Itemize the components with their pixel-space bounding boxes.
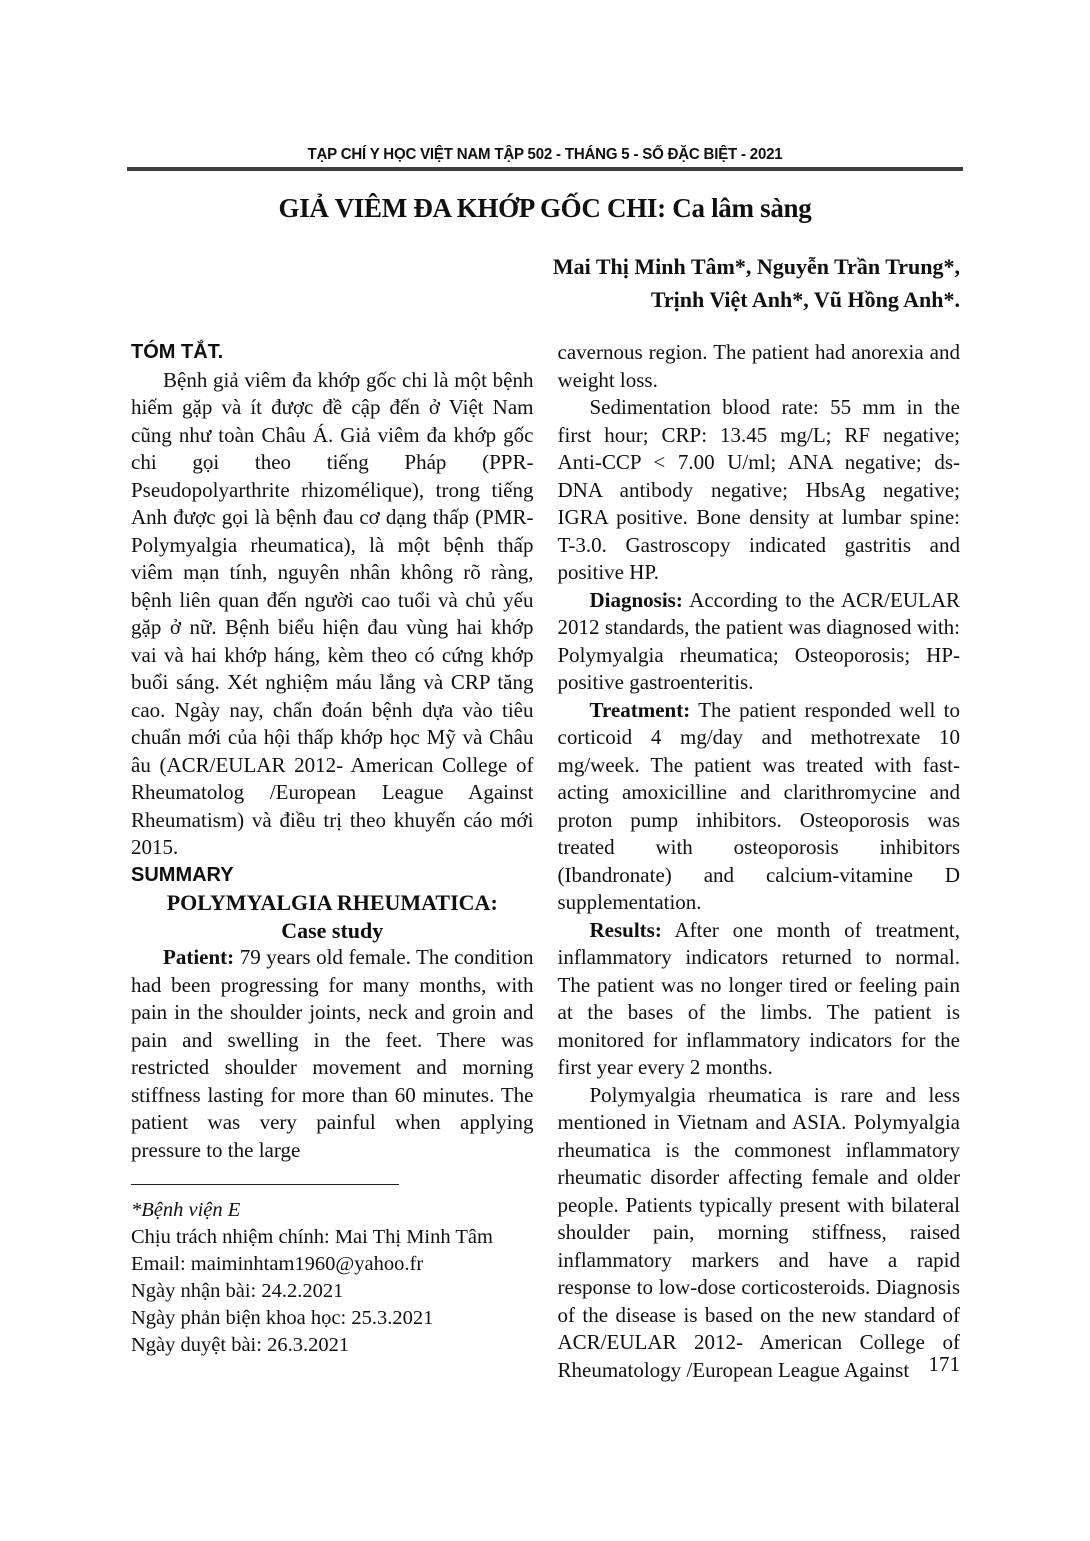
discussion-paragraph: Polymyalgia rheumatica is rare and less mentioned in Vietnam and ASIA. Polymyalgia rheumatica is the commonest inflammatory rheumatic disorder affecting female and older people. Patients typically present with bilateral shoulder pain, morning stiffness, raised inflammatory markers and have a rapid response to low-dose corticosteroids. Diagnosis of the disease is based on the new standard of ACR/EULAR 2012- American College of Rheumatology /European League Against bbox=[557, 1082, 960, 1382]
journal-header: TẠP CHÍ Y HỌC VIỆT NAM TẬP 502 - THÁNG 5 - SỐ ĐẶC BIỆT - 2021 bbox=[307, 146, 783, 163]
footnote-divider bbox=[131, 1184, 399, 1185]
authors-line-2: Trịnh Việt Anh*, Vũ Hồng Anh*. bbox=[650, 287, 960, 312]
labs-paragraph: Sedimentation blood rate: 55 mm in the first hour; CRP: 13.45 mg/L; RF negative; Anti-CCP < 7.00 U/ml; ANA negative; ds-DNA antibody negative; HbsAg negative; IGRA positive. Bone density at lumbar spine: T-3.0. Gastroscopy indicated gastritis and positive HP. bbox=[557, 395, 960, 584]
results-text: After one month of treatment, inflammatory indicators returned to normal. The patient was no longer tired or feeling pain at the bases of the limbs. The patient is monitored for inflammatory indicators for the first year every 2 months. bbox=[557, 917, 960, 1079]
summary-subtitle: Case study bbox=[281, 917, 384, 943]
patient-label: Patient: bbox=[163, 945, 235, 969]
article-title: GIẢ VIÊM ĐA KHỚP GỐC CHI: Ca lâm sàng bbox=[278, 193, 812, 223]
treatment-paragraph bbox=[558, 697, 961, 917]
summary-title: POLYMYALGIA RHEUMATICA: bbox=[166, 890, 498, 915]
footnote-responsible: Chịu trách nhiệm chính: Mai Thị Minh Tâm bbox=[131, 1226, 493, 1248]
footnote-email: Email: maiminhtam1960@yahoo.fr bbox=[131, 1253, 424, 1275]
results-paragraph bbox=[558, 917, 961, 1082]
footnote-block bbox=[131, 1184, 534, 1359]
summary-heading: SUMMARY bbox=[131, 863, 234, 886]
authors-line-1: Mai Thị Minh Tâm*, Nguyễn Trần Trung*, bbox=[552, 254, 960, 279]
results-label: Results: bbox=[589, 917, 662, 942]
footnote-affiliation: *Bệnh viện E bbox=[131, 1199, 241, 1221]
footnote-review-date: Ngày phản biện khoa học: 25.3.2021 bbox=[131, 1307, 434, 1329]
page-number: 171 bbox=[928, 1352, 960, 1376]
diagnosis-paragraph bbox=[558, 587, 961, 697]
two-column-body bbox=[131, 339, 960, 1384]
patient-text: 79 years old female. The condition had been progressing for many months, with pain in the shoulder joints, neck and groin and pain and swelling in the feet. There was restricted shoulder movement and morning stiffness lasting for more than 60 minutes. The patient was very painful when applying pressure to the large bbox=[131, 945, 534, 1162]
patient-paragraph bbox=[131, 944, 534, 1164]
footnote-approval-date: Ngày duyệt bài: 26.3.2021 bbox=[131, 1334, 350, 1356]
treatment-text: The patient responded well to corticoid 4 mg/day and methotrexate 10 mg/week. The patient was treated with fast-acting amoxicilline and clarithromycine and proton pump inhibitors. Osteoporosis was treated with osteoporosis inhibitors (Ibandronate) and calcium-vitamine D supplementation. bbox=[557, 697, 960, 914]
continuation-paragraph: cavernous region. The patient had anorexia and weight loss. bbox=[557, 340, 960, 392]
footnote-received-date: Ngày nhận bài: 24.2.2021 bbox=[131, 1280, 344, 1302]
treatment-label: Treatment: bbox=[589, 697, 691, 722]
header-rule bbox=[127, 167, 963, 171]
diagnosis-text: According to the ACR/EULAR 2012 standards, the patient was diagnosed with: Polymyalgia rheumatica; Osteoporosis; HP-positive gastroenteritis. bbox=[557, 587, 960, 694]
left-column bbox=[131, 339, 534, 1384]
diagnosis-label: Diagnosis: bbox=[589, 587, 683, 612]
abstract-paragraph: Bệnh giả viêm đa khớp gốc chi là một bệnh hiếm gặp và ít được đề cập đến ở Việt Nam cũng như toàn Châu Á. Giả viêm đa khớp gốc chi gọi theo tiếng Pháp (PPR-Pseudopolyarthrite rhizomélique), trong tiếng Anh được gọi là bệnh đau cơ dạng thấp (PMR-Polymyalgia rheumatica), là một bệnh thấp viêm mạn tính, nguyên nhân không rõ ràng, bệnh liên quan đến người cao tuổi và chủ yếu gặp ở nữ. Bệnh biểu hiện đau vùng hai khớp vai và hai khớp háng, kèm theo có cứng khớp buổi sáng. Xét nghiệm máu lắng và CRP tăng cao. Ngày nay, chẩn đoán bệnh dựa vào tiêu chuẩn mới của hội thấp khớp học Mỹ và Châu âu (ACR/EULAR 2012- American College of Rheumatolog /European League Against Rheumatism) và điều trị theo khuyến cáo mới 2015. bbox=[131, 367, 534, 859]
authors-block bbox=[131, 250, 960, 316]
right-column bbox=[558, 339, 961, 1384]
abstract-heading: TÓM TẮT. bbox=[131, 341, 224, 363]
